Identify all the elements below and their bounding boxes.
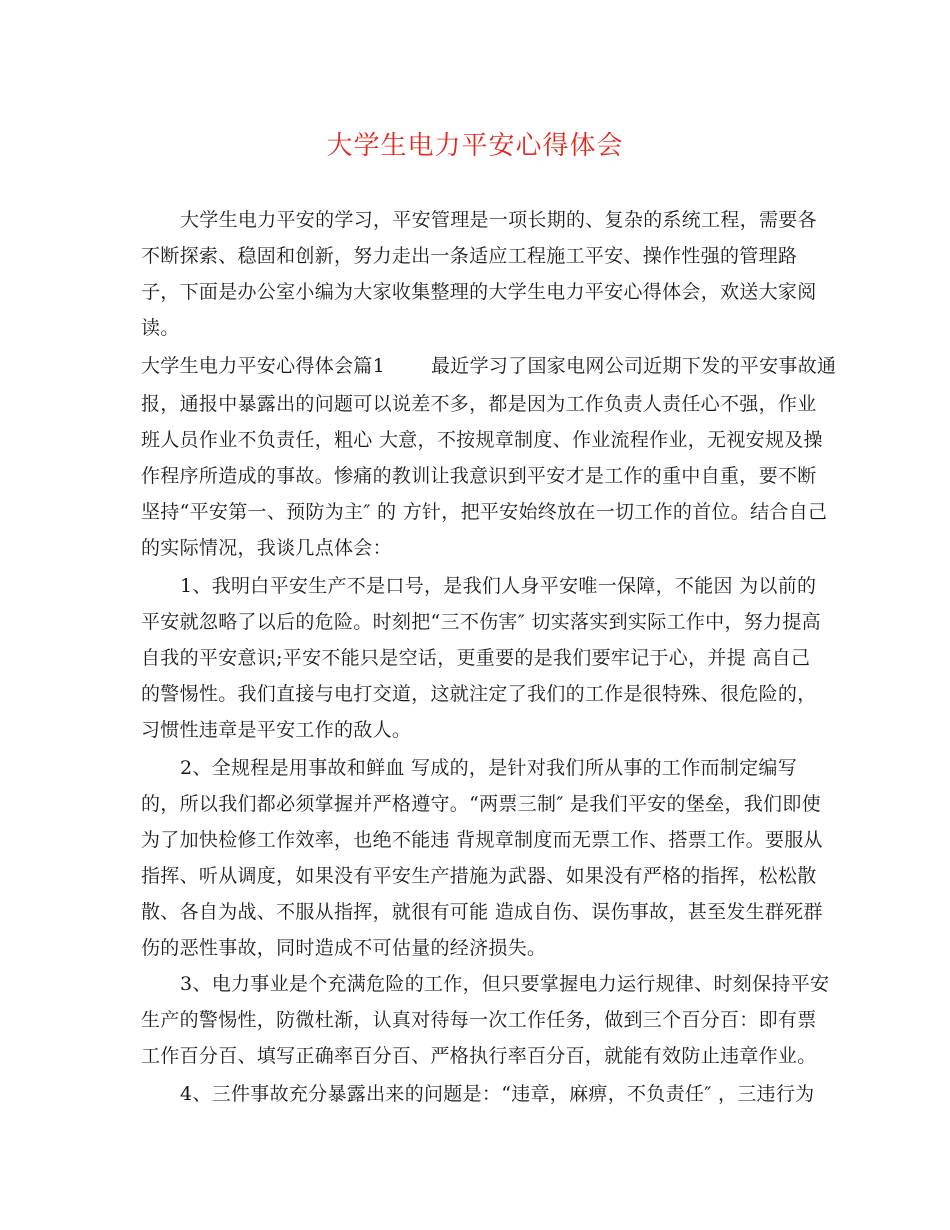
section-line: 的实际情况，我谈几点体会： [141,537,392,559]
point-3-line: 3、电力事业是个充满危险的工作，但只要掌握电力运行规律、时刻保持平安 [180,973,830,995]
section-line: 报，通报中暴露出的问题可以说差不多，都是因为工作负责人责任心不强，作业 [141,393,817,415]
section-first-line: 最近学习了国家电网公司近期下发的平安事故通 [431,355,837,377]
section-line: 作程序所造成的事故。惨痛的教训让我意识到平安才是工作的重中自重，要不断 [141,465,817,487]
section-line: 坚持“平安第一、预防为主″ 的 方针，把平安始终放在一切工作的首位。结合自己 [141,501,828,523]
point-3-line: 生产的警惕性，防微杜渐，认真对待每一次工作任务，做到三个百分百：即有票 [141,1009,817,1031]
point-2-line: 的，所以我们都必须掌握并严格遵守。“两票三制″ 是我们平安的堡垒，我们即使 [141,793,821,815]
point-1-line: 的警惕性。我们直接与电打交道，这就注定了我们的工作是很特殊、很危险的， [141,683,817,705]
section-line: 班人员作业不负责任，粗心 大意，不按规章制度、作业流程作业，无视安规及操 [141,429,823,451]
intro-line: 不断探索、稳固和创新，努力走出一条适应工程施工平安、操作性强的管理路 [141,245,798,267]
intro-line: 子，下面是办公室小编为大家收集整理的大学生电力平安心得体会，欢送大家阅 [141,281,817,303]
point-2-line: 散、各自为战、不服从指挥，就很有可能 造成自伤、误伤事故，甚至发生群死群 [141,901,823,923]
point-1-line: 平安就忽略了以后的危险。时刻把“三不伤害″ 切实落实到实际工作中，努力提高 [141,611,821,633]
point-2-line: 2、全规程是用事故和鲜血 写成的，是针对我们所从事的工作而制定编写 [180,757,798,779]
intro-line: 读。 [141,317,180,339]
point-2-line: 伤的恶性事故，同时造成不可估量的经济损失。 [141,937,547,959]
intro-line: 大学生电力平安的学习，平安管理是一项长期的、复杂的系统工程，需要各 [180,209,817,231]
document-title: 大学生电力平安心得体会 [326,131,624,161]
section-heading: 大学生电力平安心得体会篇1 [141,355,385,377]
point-2-line: 为了加快检修工作效率，也绝不能违 背规章制度而无票工作、搭票工作。要服从 [141,829,823,851]
point-2-line: 指挥、听从调度，如果没有平安生产措施为武器、如果没有严格的指挥，松松散 [141,865,817,887]
point-1-line: 习惯性违章是平安工作的敌人。 [141,719,412,741]
point-1-line: 1、我明白平安生产不是口号，是我们人身平安唯一保障，不能因 为以前的 [180,575,817,597]
point-3-line: 工作百分百、填写正确率百分百、严格执行率百分百，就能有效防止违章作业。 [141,1045,817,1067]
point-4-line: 4、三件事故充分暴露出来的问题是：“违章，麻痹，不负责任″ ，三违行为 [180,1083,815,1105]
point-1-line: 自我的平安意识;平安不能只是空话，更重要的是我们要牢记于心，并提 高自己 [141,647,811,669]
section-heading-line [141,350,836,382]
